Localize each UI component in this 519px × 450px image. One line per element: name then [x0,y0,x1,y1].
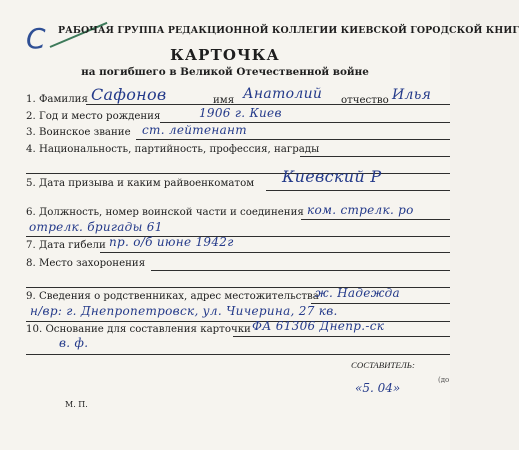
draft-value: Киевский Р [282,167,382,186]
card-title: КАРТОЧКА [170,46,280,64]
field-9-line-2 [26,321,450,322]
field-7-line [100,252,450,253]
rank-value: ст. лейтенант [142,123,247,137]
firstname-label: имя [213,95,235,106]
field-8-line [151,270,450,271]
relatives-value-1: ж. Надежда [315,286,400,300]
surname-value: Сафонов [91,85,167,104]
field-4-label: 4. Национальность, партийность, профессия, награды [26,144,320,155]
field-3-line [136,139,450,140]
position-value-2: отрелк. бригады 61 [29,220,163,234]
compiler-hint: (до [438,376,450,384]
field-1-label: 1. Фамилия [26,94,88,105]
corner-letter: С [26,22,46,55]
patronymic-value: Илья [392,87,432,103]
field-1-line [86,104,450,105]
field-10-line-2 [26,354,450,355]
field-6-line-2 [26,236,450,237]
field-6-line [301,219,450,220]
card-subtitle: на погибшего в Великой Отечественной войне [81,66,369,78]
field-4-line [300,156,450,157]
field-4-line-2 [26,173,450,174]
field-2-label: 2. Год и место рождения [26,111,161,122]
field-5-line [266,190,450,191]
birth-value: 1906 г. Киев [199,106,282,120]
compiler-label: СОСТАВИТЕЛЬ: [351,360,415,370]
basis-value-2: в. ф. [59,336,89,350]
position-value-1: ком. стрелк. ро [307,203,414,217]
patronymic-label: отчество [341,95,389,106]
firstname-value: Анатолий [243,86,323,102]
death-date-value: пр. о/б июне 1942г [109,235,234,249]
basis-value: ФА 61306 Днепр.-ск [252,319,385,333]
field-3-label: 3. Воинское звание [26,127,131,138]
field-6-label: 6. Должность, номер воинской части и соединения [26,207,304,218]
field-8-label: 8. Место захоронения [26,258,146,269]
field-9-label: 9. Сведения о родственниках, адрес местожительства [26,291,319,302]
field-5-label: 5. Дата призыва и каким райвоенкоматом [26,178,255,189]
date-value: «5. 04» [355,381,401,395]
field-10-label: 10. Основание для составления карточки [26,324,251,335]
field-10-line [233,336,450,337]
relatives-value-2: н/вр: г. Днепропетровск, ул. Чичерина, 27 кв. [30,304,338,318]
seal-place-label: М. П. [65,400,88,409]
organization-header: РАБОЧАЯ ГРУППА РЕДАКЦИОННОЙ КОЛЛЕГИИ КИЕВСКОЙ ГОРОДСКОЙ КНИГ [58,25,519,36]
field-7-label: 7. Дата гибели [26,240,106,251]
